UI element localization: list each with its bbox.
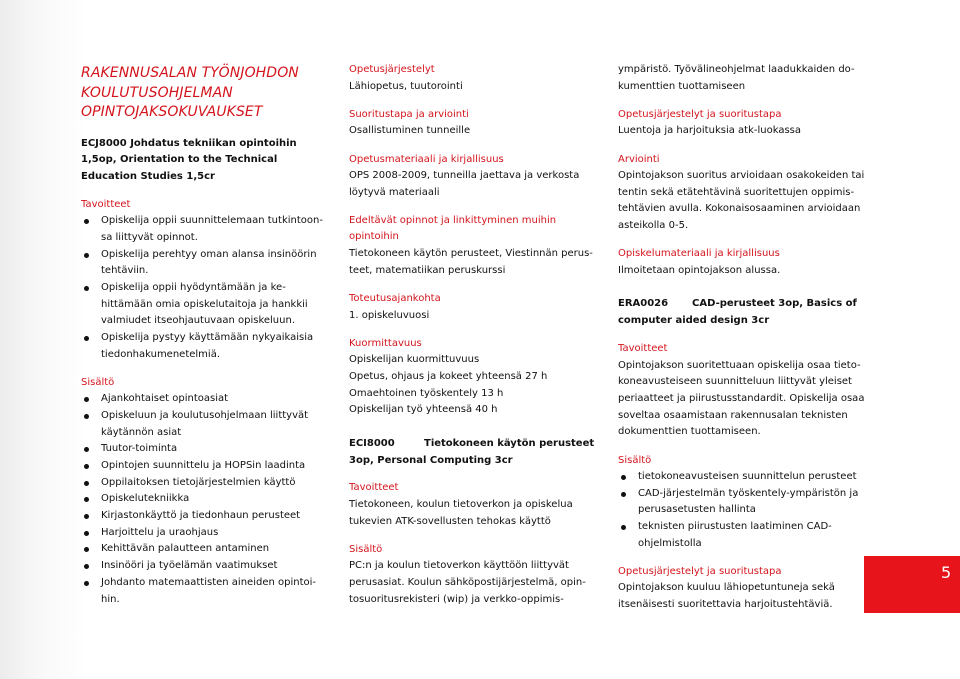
course-code: ERA0026 [618,298,669,309]
course-name: CAD-perusteet 3op, Basics of [692,298,857,309]
study-material-heading: Opiskelumateriaali ja kirjallisuus [618,248,780,259]
arrangements-text: Luentoja ja harjoituksia atk-luokassa [618,125,802,136]
page-number: 5 [941,563,952,582]
content-item: teknisten piirustusten laatiminen CAD- [638,521,832,532]
content-item: Oppilaitoksen tietojärjestelmien käyttö [101,477,296,488]
bullet-icon [84,414,89,419]
bullet-icon [84,514,89,519]
content-item: Johdanto matemaattisten aineiden opintoi- [101,577,316,588]
bullet-icon [621,492,626,497]
bullet-icon [84,253,89,258]
assessment-text: tehtävien avulla. Kokonaisosaaminen arvioidaan [618,203,861,214]
goal-3-line-1: Opiskelija oppii hyödyntämään ja ke- [101,282,286,293]
course-code: ECI8000 [349,438,395,449]
arrangements-text: Opintojakson kuuluu lähiopetuntuneja sekä [618,582,835,593]
content-heading: Sisältö [349,544,383,555]
goals-heading: Tavoitteet [81,199,131,210]
content-item: Opintojen suunnittelu ja HOPSin laadinta [101,460,306,471]
bullet-icon [621,475,626,480]
assessment-text: asteikolla 0-5. [618,220,689,231]
bullet-icon [621,525,626,530]
goals-text: Tietokoneen, koulun tietoverkon ja opiskelua [349,499,573,510]
assessment-text: Opintojakson suoritus arvioidaan osakokeiden tai [618,170,865,181]
goal-3-line-2: hittämään omia opiskelutaitoja ja hankkii [101,299,308,310]
material-text: löytyvä materiaali [349,187,440,198]
bullet-icon [84,219,89,224]
goal-3-line-3: valmiudet itseohjautuvaan opiskeluun. [101,315,296,326]
timing-heading: Toteutusajankohta [349,293,441,304]
content-item: Harjoittelu ja uraohjaus [101,527,219,538]
completion-heading: Suoritustapa ja arviointi [349,109,469,120]
workload-text: Opiskelijan työ yhteensä 40 h [349,404,498,415]
course-credits: computer aided design 3cr [618,315,770,326]
content-item: Insinööri ja työelämän vaatimukset [101,560,278,571]
bullet-icon [84,497,89,502]
completion-text: Osallistuminen tunneille [349,125,471,136]
bullet-icon [84,397,89,402]
goals-text: tukevien ATK-sovellusten tehokas käyttö [349,516,551,527]
course-title-line-2: 1,5op, Orientation to the Technical [81,154,278,165]
material-heading: Opetusmateriaali ja kirjallisuus [349,154,504,165]
content-item: CAD-järjestelmän työskentely-ympäristön ja [638,488,859,499]
content-text: tosuoritusrekisteri (wip) ja verkko-oppimis- [349,594,564,605]
workload-text: Opetus, ohjaus ja kokeet yhteensä 27 h [349,371,548,382]
goals-text: dokumenttien tuottamiseen. [618,426,761,437]
bullet-icon [84,581,89,586]
course-title-line-3: Education Studies 1,5cr [81,171,215,182]
arrangements-heading: Opetusjärjestelyt ja suoritustapa [618,566,782,577]
course-title-line-1: ECJ8000 Johdatus tekniikan opintoihin [81,138,297,149]
goals-text: soveltaa osaamistaan rakennusalan teknisten [618,410,848,421]
course-credits: 3op, Personal Computing 3cr [349,455,513,466]
content-heading: Sisältö [618,455,652,466]
goal-4-line-2: tiedonhakumenetelmiä. [101,349,221,360]
document-title: RAKENNUSALAN TYÖNJOHDON KOULUTUSOHJELMAN OPINTOJAKSOKUVAUKSET [81,65,299,120]
content-item: Ajankohtaiset opintoasiat [101,393,229,404]
content-item: Opiskeluun ja koulutusohjelmaan liittyvät [101,410,309,421]
bullet-icon [84,464,89,469]
continued-text: ympäristö. Työvälineohjelmat laadukkaiden do- [618,64,855,75]
goal-2-line-1: Opiskelija perehtyy oman alansa insinöörin [101,249,317,260]
goals-heading: Tavoitteet [618,343,668,354]
teaching-arrangements-text: Lähiopetus, tuutorointi [349,81,463,92]
content-heading: Sisältö [81,377,115,388]
goals-heading: Tavoitteet [349,482,399,493]
bullet-icon [84,481,89,486]
assessment-text: tentin sekä etätehtävinä suoritettujen oppimis- [618,187,855,198]
course-name: Tietokoneen käytön perusteet [424,438,595,449]
goal-2-line-2: tehtäviin. [101,265,149,276]
timing-text: 1. opiskeluvuosi [349,310,430,321]
prerequisites-heading: Edeltävät opinnot ja linkittyminen muihin [349,215,557,226]
arrangements-text: itsenäisesti suoritettavia harjoitustehtäviä. [618,599,833,610]
goal-1-line-1: Opiskelija oppii suunnittelemaan tutkintoon- [101,215,323,226]
goals-text: periaatteet ja piirustusstandardit. Opiskelija osaa [618,393,865,404]
arrangements-heading: Opetusjärjestelyt ja suoritustapa [618,109,782,120]
workload-text: Omaehtoinen työskentely 13 h [349,388,504,399]
content-item: Opiskelutekniikka [101,493,190,504]
content-item: tietokoneavusteisen suunnittelun perusteet [638,471,857,482]
prerequisites-text: teet, matematiikan peruskurssi [349,265,506,276]
assessment-heading: Arviointi [618,154,660,165]
bullet-icon [84,286,89,291]
goal-4-line-1: Opiskelija pystyy käyttämään nykyaikaisia [101,332,314,343]
content-item-cont: käytännön asiat [101,427,182,438]
material-text: OPS 2008-2009, tunneilla jaettava ja verkosta [349,170,580,181]
prerequisites-heading: opintoihin [349,231,399,242]
prerequisites-text: Tietokoneen käytön perusteet, Viestinnän perus- [349,248,593,259]
study-material-text: Ilmoitetaan opintojakson alussa. [618,265,781,276]
bullet-icon [84,531,89,536]
goals-text: koneavusteiseen suunnitteluun liittyvät yleiset [618,376,852,387]
goals-text: Opintojakson suoritettuaan opiskelija osaa tieto- [618,360,861,371]
teaching-arrangements-heading: Opetusjärjestelyt [349,64,435,75]
content-text: perusasiat. Koulun sähköpostijärjestelmä, opin- [349,577,586,588]
content-item-cont: hin. [101,594,120,605]
goal-1-line-2: sa liittyvät opinnot. [101,232,198,243]
content-item: Kirjastonkäyttö ja tiedonhaun perusteet [101,510,301,521]
content-text: PC:n ja koulun tietoverkon käyttöön liittyvät [349,560,569,571]
content-item: Kehittävän palautteen antaminen [101,543,270,554]
content-item-cont: perusasetusten hallinta [638,504,756,515]
bullet-icon [84,564,89,569]
content-item-cont: ohjelmistolla [638,538,702,549]
workload-heading: Kuormittavuus [349,338,422,349]
content-item: Tuutor-toiminta [101,443,178,454]
workload-text: Opiskelijan kuormittuvuus [349,354,480,365]
continued-text: kumenttien tuottamiseen [618,81,746,92]
bullet-icon [84,547,89,552]
bullet-icon [84,336,89,341]
bullet-icon [84,447,89,452]
